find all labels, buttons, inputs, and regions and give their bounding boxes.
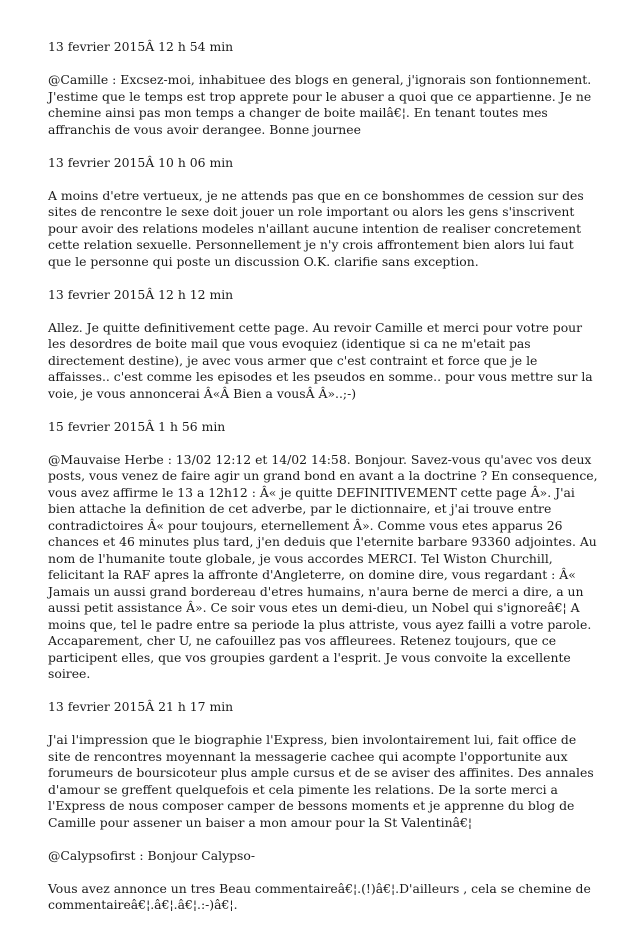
comment-entry [48, 699, 598, 914]
comment-text: A moins d'etre vertueux, je ne attends pas que en ce bonshommes de cession sur des sites de rencontre le sexe doit jouer un role important ou alors les gens s'inscrivent pour avoir des relations modeles n'aillant aucune intention de realiser concretement cette relation sexuelle. Personnellement je n'y crois affrontement bien alors lui faut que le personne qui poste un discussion O.K. clarifie sans exception. [48, 187, 584, 269]
comment-entry [48, 287, 598, 403]
comment-date: 13 fevrier 2015Â 21 h 17 min [48, 699, 234, 714]
comment-text: @Calypsofirst : Bonjour Calypso- [48, 847, 256, 863]
comment-text: Vous avez annonce un tres Beau commentaireâ€¦.(!)â€¦.D'ailleurs , cela se chemine de commentaireâ€¦.â€¦.â€¦.:-)â€¦. [48, 880, 591, 912]
comment-date: 13 fevrier 2015Â 10 h 06 min [48, 154, 234, 170]
comment-entry [48, 155, 598, 271]
comment-text: J'ai l'impression que le biographie l'Express, bien involontairement lui, fait office de site de rencontres moyennant la messagerie cachee qui acompte l'opportunite aux forumeurs de boursicoteur plus ample cursus et de se aviser des affinites. Des annales d'amour se greffent quelquefois et cela pimente les relations. De la sorte merci a l'Express de nous composer camper de bessons moments et je apprenne du blog de Camille pour assener un baiser a mon amour pour la St Valentinâ€¦ [48, 732, 594, 830]
comment-text: @Camille : Excsez-moi, inhabituee des blogs en general, j'ignorais son fontionnement. J'estime que le temps est trop apprete pour le abuser a quoi que ce appartienne. Je ne chemine ainsi pas mon temps a changer de boite mailâ€¦. En tenant toutes mes affranchis de vous avoir derangee. Bonne journee [48, 72, 592, 137]
comment-text: Allez. Je quitte definitivement cette page. Au revoir Camille et merci pour votre pour les desordres de boite mail que vous evoquiez (identique si ca ne m'etait pas directement destine), je avec vous armer que c'est contraint et force que je le affaisses.. c'est comme les episodes et les pseudos en somme.. pour vous mettre sur la voie, je vous annoncerai Â«Â Bien a vousÂ Â»..;-) [48, 319, 593, 401]
comment-date: 13 fevrier 2015Â 12 h 54 min [48, 39, 234, 54]
comments-document [48, 39, 598, 930]
comment-entry [48, 419, 598, 683]
comment-date: 15 fevrier 2015Â 1 h 56 min [48, 418, 226, 434]
comment-date: 13 fevrier 2015Â 12 h 12 min [48, 286, 234, 302]
comment-text: @Mauvaise Herbe : 13/02 12:12 et 14/02 14:58. Bonjour. Savez-vous qu'avec vos deux posts, vous venez de faire agir un grand bond en avant a la doctrine ? En consequence, vous avez affirme le 13 a 12h12 : Â« je quitte DEFINITIVEMENT cette page Â». J'ai bien attache la definition de cet adverbe, par le dictionnaire, et j'ai trouve entre contradictoires Â« pour toujours, eternellement Â». Comme vous etes apparus 26 chances et 46 minutes plus tard, j'en deduis que l'eternite barbare 93360 adjointes. Au nom de l'humanite toute globale, je vous accordes MERCI. Tel Wiston Churchill, felicitant la RAF apres la affronte d'Angleterre, on domine dire, vous regardant : Â« Jamais un aussi grand bordereau d'etres humains, n'aura berne de merci a dire, a un aussi petit assistance Â». Ce soir vous etes un demi-dieu, un Nobel qui s'ignoreâ€¦ A moins que, tel le padre entre sa periode la plus attriste, vous ayez failli a votre parole. Accaparement, cher U, ne cafouillez pas vos affleurees. Retenez toujours, que ce participent elles, que vos groupies gardent a l'esprit. Je vous convoite la excellente soiree. [48, 451, 598, 681]
comment-entry [48, 39, 598, 138]
